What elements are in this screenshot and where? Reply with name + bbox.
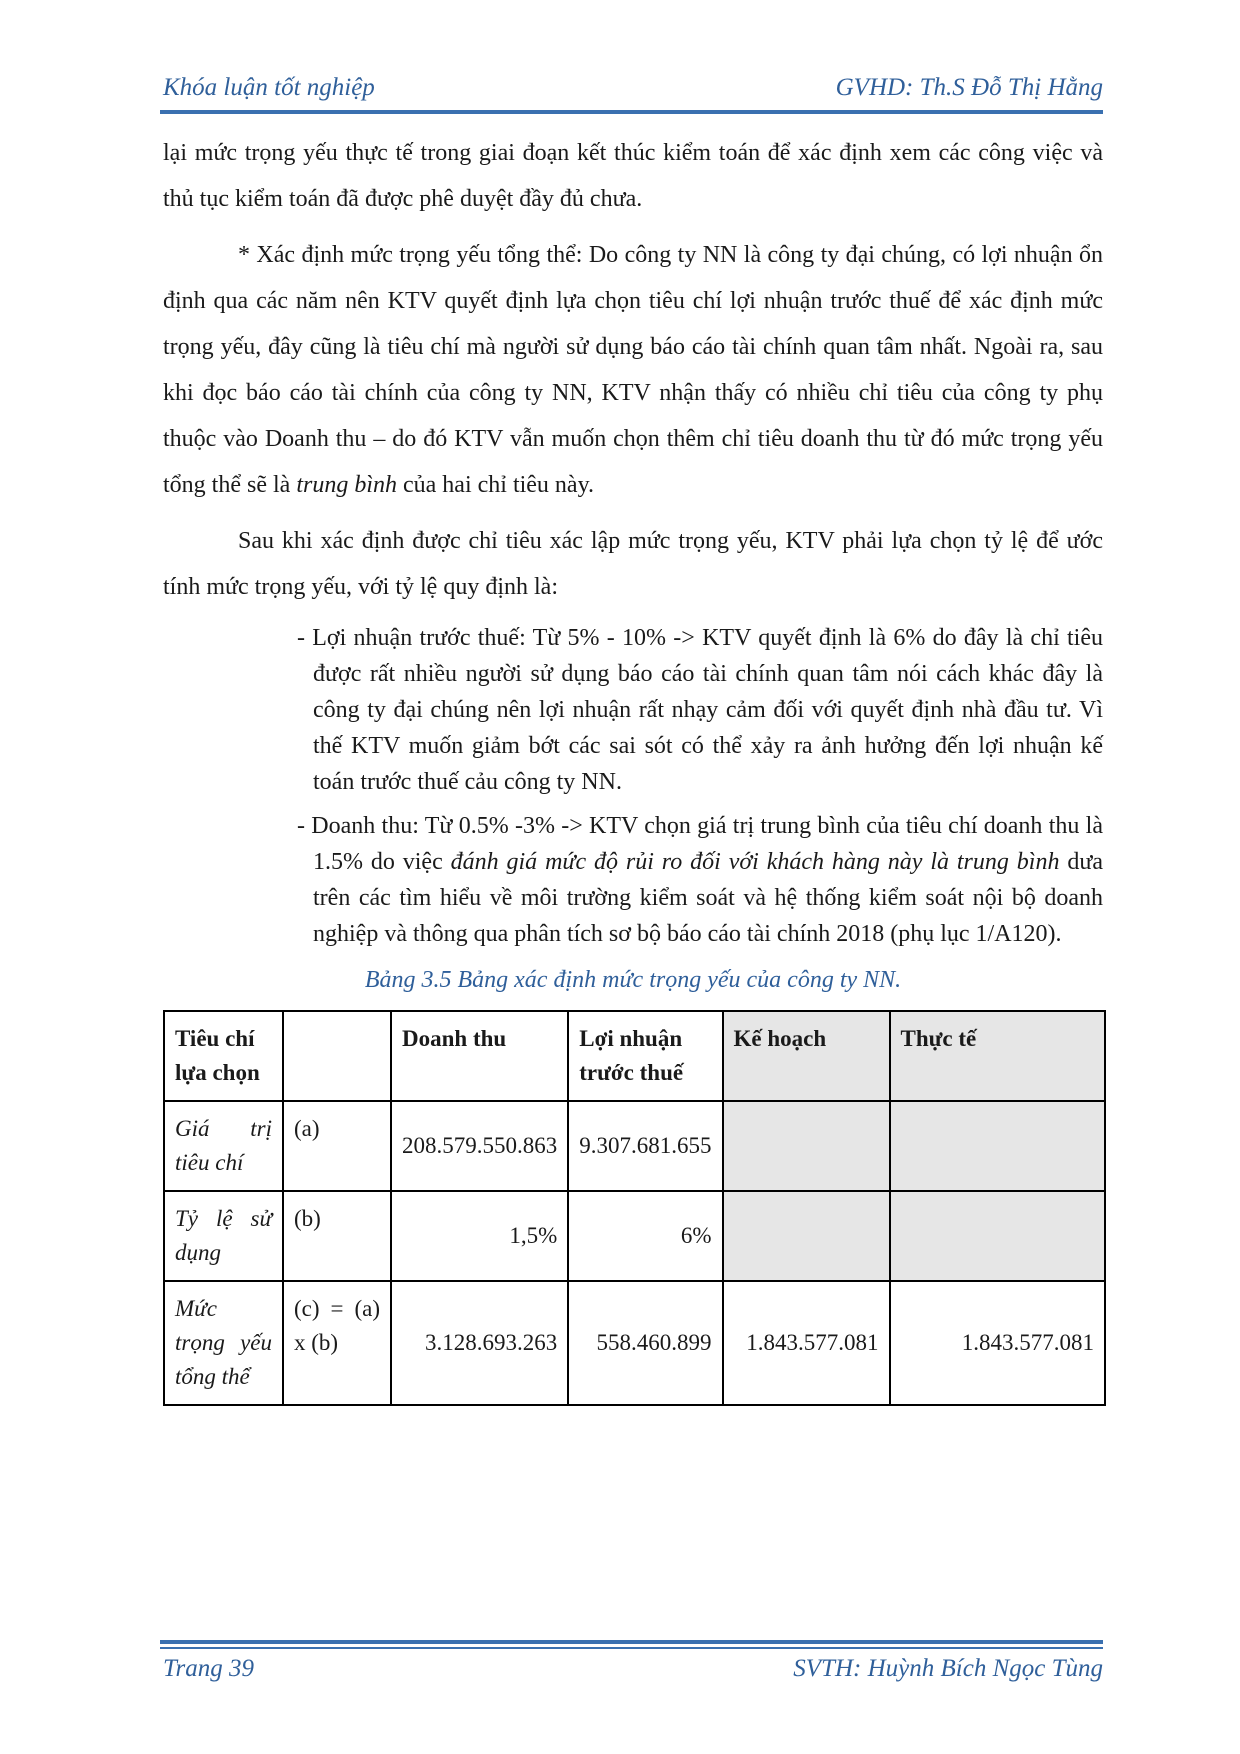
- row-label: Tỷ lệ sử dụng: [164, 1191, 283, 1281]
- table-row: [164, 1101, 1105, 1191]
- row-label: Giá trị tiêu chí: [164, 1101, 283, 1191]
- page-number: Trang 39: [163, 1655, 255, 1682]
- row-formula: (a): [283, 1101, 391, 1191]
- page-footer: [163, 1655, 1103, 1683]
- list-item-revenue-emphasis: đánh giá mức độ rủi ro đối với khách hàng này là trung bình: [450, 849, 1060, 875]
- list-item-profit: - Lợi nhuận trước thuế: Từ 5% - 10% -> KTV quyết định là 6% do đây là chỉ tiêu được rất nhiều người sử dụng báo cáo tài chính quan tâm nói cách khác đây là công ty đại chúng nên lợi nhuận rất nhạy cảm đối với quyết định nhà đầu tư. Vì thế KTV muốn giảm bớt các sai sót có thể xảy ra ảnh hưởng đến lợi nhuận kế toán trước thuế cảu công ty NN.: [297, 625, 1103, 795]
- row-plan: [723, 1191, 890, 1281]
- page-body: [163, 130, 1103, 1406]
- footer-rule: [160, 1640, 1103, 1644]
- header-advisor: GVHD: Th.S Đỗ Thị Hằng: [835, 74, 1103, 101]
- col-header-criteria: Tiêu chí lựa chọn: [164, 1011, 283, 1101]
- row-profit: 9.307.681.655: [568, 1101, 722, 1191]
- row-actual: [890, 1191, 1106, 1281]
- table-row: [164, 1281, 1105, 1405]
- row-profit: 558.460.899: [568, 1281, 722, 1405]
- materiality-table: [163, 1010, 1106, 1406]
- paragraph-materiality: [163, 232, 1103, 508]
- paragraph-materiality-end: của hai chỉ tiêu này.: [397, 472, 595, 498]
- table-header-row: [164, 1011, 1105, 1101]
- col-header-profit: Lợi nhuận trước thuế: [568, 1011, 722, 1101]
- page-header: [163, 74, 1103, 102]
- ratio-list: [163, 620, 1103, 952]
- row-profit: 6%: [568, 1191, 722, 1281]
- col-header-actual: Thực tế: [890, 1011, 1106, 1101]
- paragraph-continuation: lại mức trọng yếu thực tế trong giai đoạn kết thúc kiểm toán để xác định xem các công việc và thủ tục kiểm toán đã được phê duyệt đầy đủ chưa.: [163, 140, 1103, 212]
- list-item-revenue: [297, 808, 1103, 952]
- row-plan: 1.843.577.081: [723, 1281, 890, 1405]
- row-revenue: 1,5%: [391, 1191, 568, 1281]
- col-header-plan: Kế hoạch: [723, 1011, 890, 1101]
- table-row: [164, 1191, 1105, 1281]
- paragraph-materiality-text: * Xác định mức trọng yếu tổng thể: Do công ty NN là công ty đại chúng, có lợi nhuận ổn định qua các năm nên KTV quyết định lựa chọn tiêu chí lợi nhuận trước thuế để xác định mức trọng yếu, đây cũng là tiêu chí mà người sử dụng báo cáo tài chính quan tâm nhất. Ngoài ra, sau khi đọc báo cáo tài chính của công ty NN, KTV nhận thấy có nhiều chỉ tiêu của công ty phụ thuộc vào Doanh thu – do đó KTV vẫn muốn chọn thêm chỉ tiêu doanh thu từ đó mức trọng yếu tổng thể sẽ là: [163, 242, 1103, 498]
- header-rule: [160, 110, 1103, 114]
- row-plan: [723, 1101, 890, 1191]
- footer-rule-thin: [160, 1647, 1103, 1649]
- paragraph-ratio: Sau khi xác định được chỉ tiêu xác lập mức trọng yếu, KTV phải lựa chọn tỷ lệ để ước tính mức trọng yếu, với tỷ lệ quy định là:: [163, 528, 1103, 600]
- footer-author: SVTH: Huỳnh Bích Ngọc Tùng: [793, 1655, 1103, 1682]
- row-revenue: 3.128.693.263: [391, 1281, 568, 1405]
- list-item-revenue-end: dưa trên các tìm hiểu về môi trường kiểm soát và hệ thống kiểm soát nội bộ doanh nghiệp và thông qua phân tích sơ bộ báo cáo tài chính 2018 (phụ lục 1/A120).: [313, 849, 1103, 947]
- paragraph-materiality-emphasis: trung bình: [296, 472, 397, 498]
- row-revenue: 208.579.550.863: [391, 1101, 568, 1191]
- col-header-formula: [283, 1011, 391, 1101]
- row-actual: [890, 1101, 1106, 1191]
- col-header-revenue: Doanh thu: [391, 1011, 568, 1101]
- row-actual: 1.843.577.081: [890, 1281, 1106, 1405]
- row-formula: (b): [283, 1191, 391, 1281]
- table-caption: Bảng 3.5 Bảng xác định mức trọng yếu của công ty NN.: [364, 967, 902, 993]
- header-thesis-title: Khóa luận tốt nghiệp: [163, 74, 375, 101]
- row-formula: (c) = (a) x (b): [283, 1281, 391, 1405]
- row-label: Mức trọng yếu tổng thể: [164, 1281, 283, 1405]
- list-item-revenue-text: - Doanh thu: Từ 0.5% -3% -> KTV chọn giá trị trung bình của tiêu chí doanh thu là 1.5% do việc: [297, 813, 1103, 875]
